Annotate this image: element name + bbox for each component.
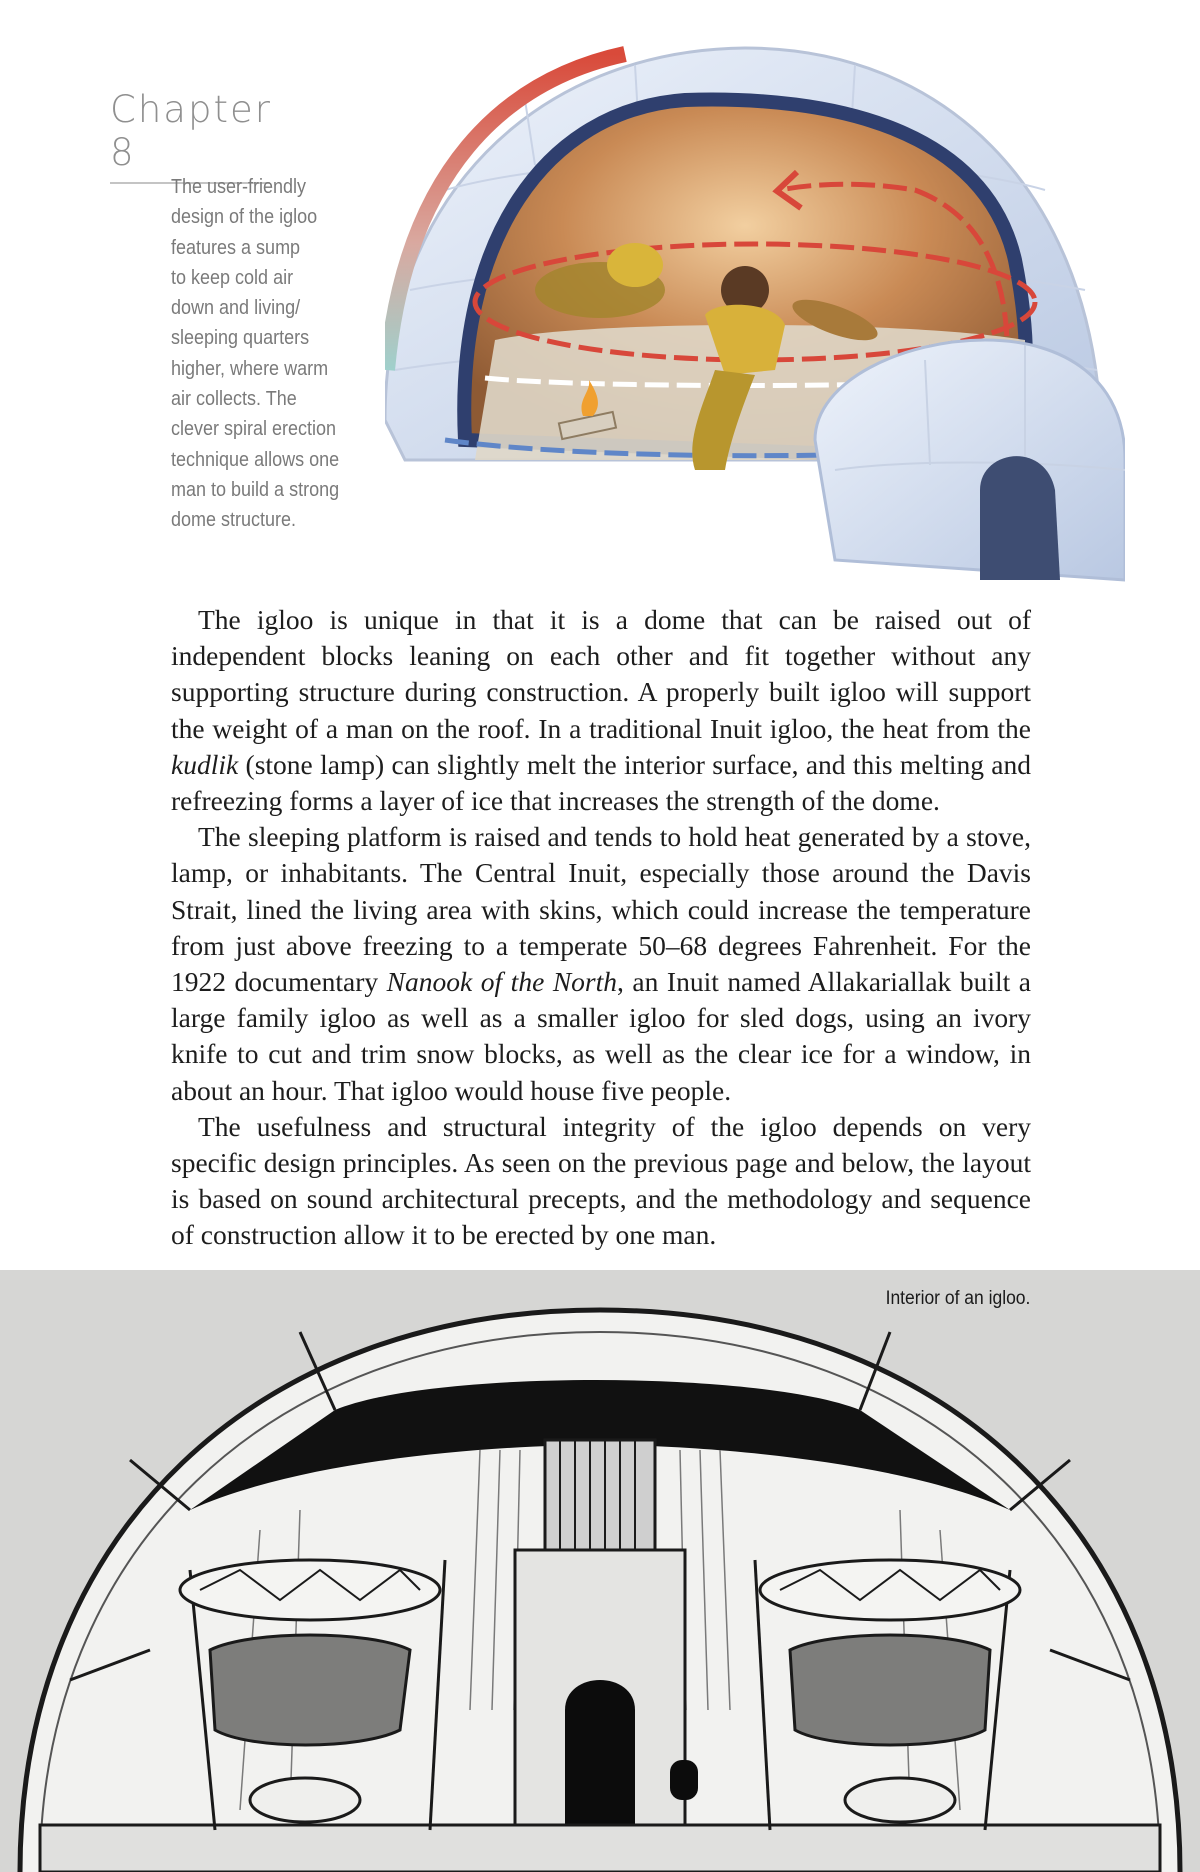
caption-line: air collects. The: [171, 388, 297, 411]
caption-line: features a sump: [171, 236, 301, 259]
top-figure-caption: [171, 172, 360, 536]
ice-window: [545, 1440, 655, 1550]
igloo-cutaway-illustration: [385, 40, 1125, 595]
caption-line: higher, where warm: [171, 357, 329, 380]
entrance-tunnel: [815, 340, 1125, 580]
caption-line: technique allows one: [171, 448, 340, 471]
bottom-figure-caption: Interior of an igloo.: [885, 1288, 1030, 1309]
igloo-interior-engraving: [0, 1270, 1200, 1872]
caption-line: sleeping quarters: [171, 327, 310, 350]
caption-line: to keep cold air: [171, 266, 294, 289]
caption-line: down and living/: [171, 297, 301, 320]
body-text: [171, 602, 1031, 1254]
paragraph-1: The igloo is unique in that it is a dome that can be raised out of independent blocks leaning on each other and fit together without any supporting structure during construction. A properly built igloo will support the weight of a man on the roof. In a traditional Inuit igloo, the heat from the kudlik (stone lamp) can slightly melt the interior surface, and this melting and refreezing forms a layer of ice that increases the strength of the dome.: [171, 604, 1031, 817]
tunnel-doorway: [980, 456, 1060, 580]
chapter-heading: Chapter 8: [110, 88, 270, 184]
caption-line: dome structure.: [171, 509, 297, 532]
caption-line: design of the igloo: [171, 206, 318, 229]
caption-line: The user-friendly: [171, 176, 307, 198]
caption-line: man to build a strong: [171, 478, 340, 501]
engraving-artwork: [0, 1270, 1200, 1872]
caption-line: clever spiral erection: [171, 418, 337, 441]
paragraph-2: The sleeping platform is raised and tends to hold heat generated by a stove, lamp, or inhabitants. The Central Inuit, especially those around the Davis Strait, lined the living area with skins, which could increase the temperature from just above freezing to a temperate 50–68 degrees Fahrenheit. For the 1922 documentary Nanook of the North, an Inuit named Allakariallak built a large family igloo as well as a smaller igloo for sled dogs, using an ivory knife to cut and trim snow blocks, as well as the clear ice for a window, in about an hour. That igloo would house five people.: [171, 821, 1031, 1106]
entrance-arch: [565, 1680, 635, 1830]
floor-platform: [40, 1825, 1160, 1872]
paragraph-3: The usefulness and structural integrity of the igloo depends on very specific design principles. As seen on the previous page and below, the layout is based on sound architectural precepts, and the methodology and sequence of construction allow it to be erected by one man.: [171, 1110, 1031, 1251]
